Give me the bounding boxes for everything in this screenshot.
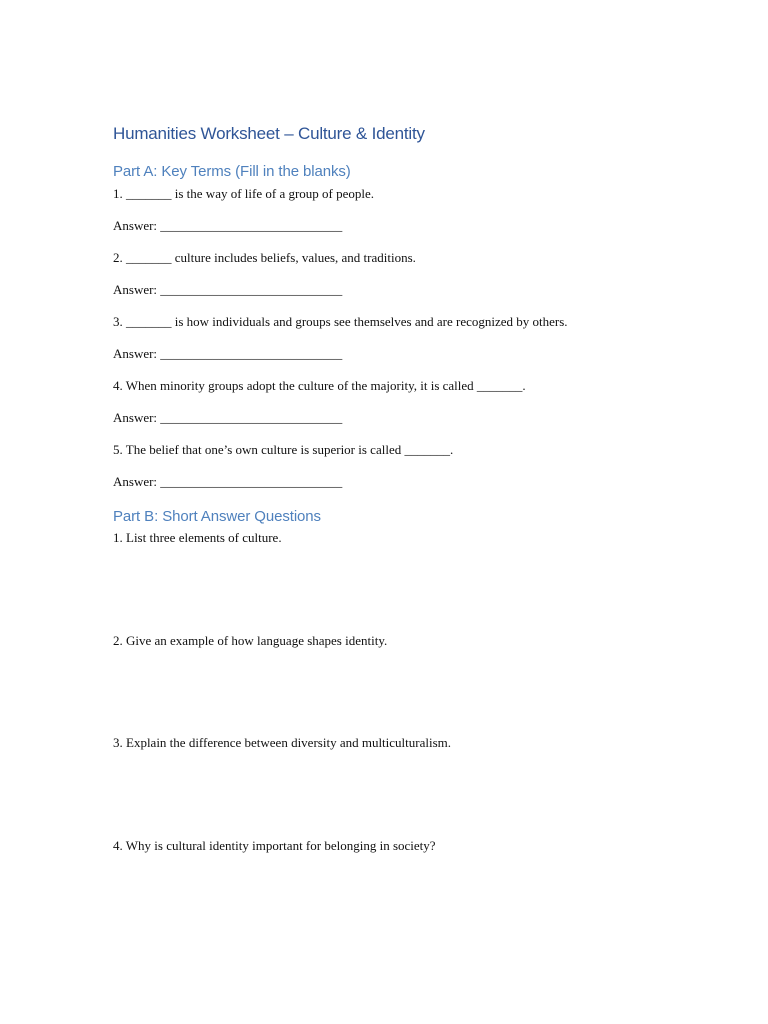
part-b-question-4: 4. Why is cultural identity important for belonging in society? <box>113 838 436 853</box>
worksheet-title: Humanities Worksheet – Culture & Identity <box>113 124 425 143</box>
part-b-question-1: 1. List three elements of culture. <box>113 530 282 545</box>
part-a-answer-3: Answer: ____________________________ <box>113 346 343 361</box>
part-a-question-3: 3. _______ is how individuals and groups see themselves and are recognized by others. <box>113 314 568 329</box>
part-a-answer-4: Answer: ____________________________ <box>113 410 343 425</box>
part-a-question-1: 1. _______ is the way of life of a group of people. <box>113 186 375 201</box>
part-a-question-4: 4. When minority groups adopt the culture of the majority, it is called _______. <box>113 378 526 393</box>
part-b-question-2: 2. Give an example of how language shapes identity. <box>113 633 388 648</box>
part-b-heading: Part B: Short Answer Questions <box>113 508 321 525</box>
part-b-question-3: 3. Explain the difference between diversity and multiculturalism. <box>113 735 452 750</box>
part-a-answer-5: Answer: ____________________________ <box>113 474 343 489</box>
part-a-answer-2: Answer: ____________________________ <box>113 282 343 297</box>
part-a-heading: Part A: Key Terms (Fill in the blanks) <box>113 163 351 180</box>
part-a-question-2: 2. _______ culture includes beliefs, values, and traditions. <box>113 250 416 265</box>
part-a-question-5: 5. The belief that one’s own culture is superior is called _______. <box>113 442 454 457</box>
part-a-answer-1: Answer: ____________________________ <box>113 218 343 233</box>
